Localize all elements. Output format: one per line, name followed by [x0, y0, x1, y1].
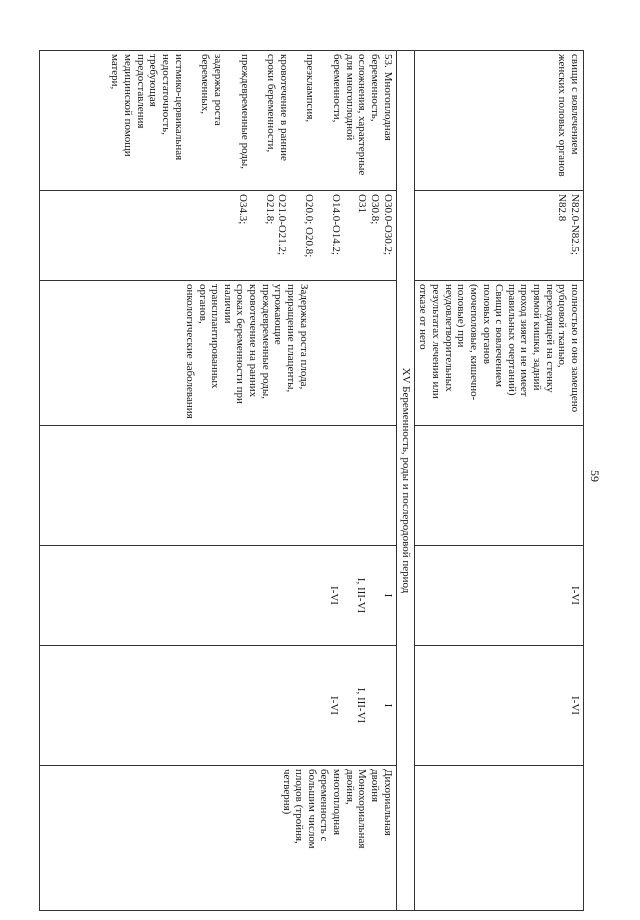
groups-cell: I-VI	[414, 546, 583, 646]
criteria-cell: Задержка роста плода, приращение плаценты, угрожающие преждевременные роды, кровотечение на ранних сроках беременности при наличии трансплантированных органов, онкологические заболевания	[39, 281, 396, 426]
groups-cell: I-VI	[414, 646, 583, 766]
notes-cell: Дихориальная двойня Монохориальная двойня, многоплодная беременность с большим числом плодов (тройня, четверня)	[39, 766, 396, 911]
document-table-sheet	[69, 50, 584, 910]
icd-code-cell: O30.0-O30.2; O30.8; O31 O14.0-O14.2; O20.0; O20.8; O21.0-O21.2; O21.8; O34.3;	[39, 191, 396, 281]
medical-criteria-table	[39, 50, 584, 911]
condition-cell: свищи с вовлечением женских половых органов	[414, 51, 583, 191]
section-header-row	[396, 51, 414, 911]
empty-cell	[414, 426, 583, 546]
page-number: 59	[588, 470, 602, 482]
empty-cell	[414, 766, 583, 911]
groups-cell: I I, III-VI I-VI	[39, 546, 396, 646]
condition-cell: 53.Многоплодная беременность, осложнения, характерные для многоплодной беременности, преэклампсия, кровотечение в ранние сроки беременности, преждевременные роды, задержка роста беременных, истмико-цервикальная недостаточность, требующая предоставления медицинской помощи матери,	[39, 51, 396, 191]
item-number: 53.	[381, 54, 394, 68]
section-title: XV Беременность, роды и послеродовой период	[396, 51, 414, 911]
icd-code-cell: N82.0-N82.5; N82.8	[414, 191, 583, 281]
empty-cell	[39, 426, 396, 546]
table-row	[414, 51, 583, 911]
table-row	[39, 51, 396, 911]
criteria-cell: полностью и оно замещено рубцовой тканью, переходящей на стенку прямой кишки, задний проход зияет и не имеет правильных очертаний) Свищи с вовлечением половых органов (мочеполовые, кишечно- половые) при неудовлетворительных результатах лечения или отказе от него	[414, 281, 583, 426]
groups-cell: I I, III-VI I-VI	[39, 646, 396, 766]
